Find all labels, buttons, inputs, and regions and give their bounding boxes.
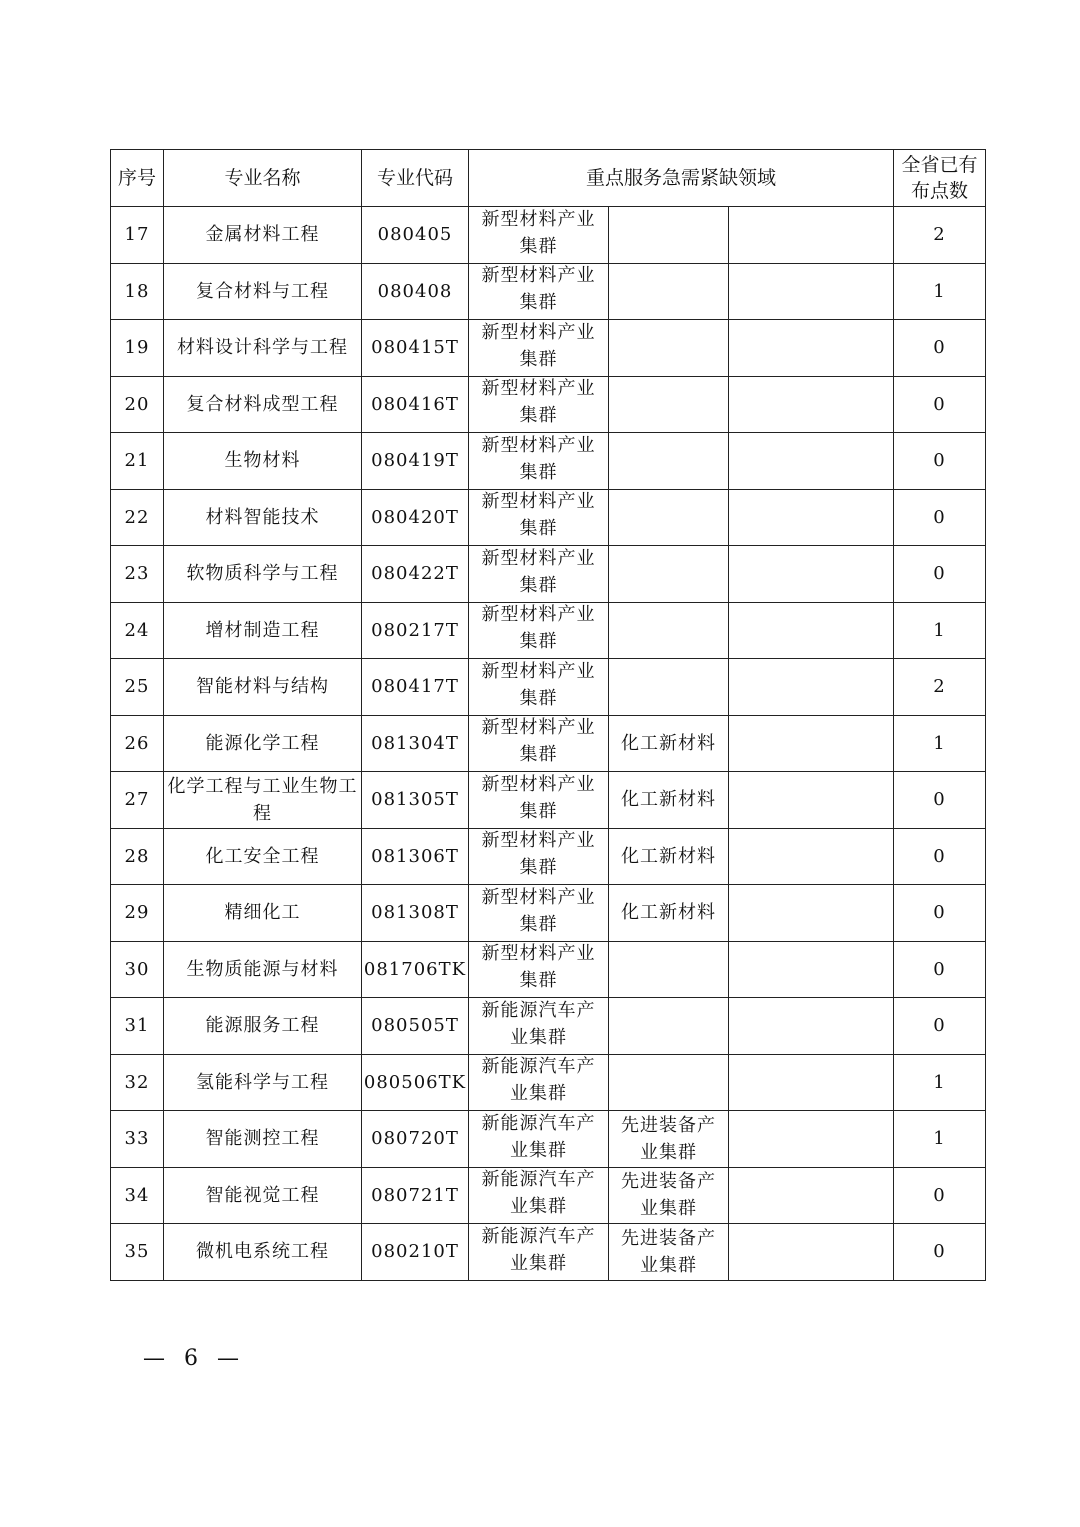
row-field-primary (469, 828, 609, 885)
row-field-primary-text: 新型材料产业集群 (481, 321, 596, 370)
row-field-primary-text: 新型材料产业集群 (481, 434, 596, 483)
row-num (111, 1167, 164, 1224)
row-num (111, 998, 164, 1055)
row-count (894, 320, 986, 377)
table-row (111, 1111, 986, 1168)
row-code (362, 602, 469, 659)
row-field-secondary (609, 715, 729, 772)
row-name (164, 1167, 362, 1224)
row-name (164, 546, 362, 603)
row-name (164, 885, 362, 942)
row-name (164, 828, 362, 885)
row-code (362, 376, 469, 433)
row-count-text: 1 (933, 280, 946, 302)
row-name-text: 微机电系统工程 (196, 1241, 329, 1263)
row-field-primary-text: 新型材料产业集群 (481, 547, 596, 596)
row-field-primary-text: 新型材料产业集群 (481, 491, 596, 540)
row-count-text: 0 (933, 337, 946, 359)
row-field-tertiary (729, 320, 894, 377)
row-field-primary (469, 1054, 609, 1111)
row-code-text: 080422T (371, 563, 459, 585)
row-name (164, 320, 362, 377)
row-num-text: 32 (124, 1071, 150, 1093)
row-count-text: 0 (933, 845, 946, 867)
row-name (164, 207, 362, 264)
row-num (111, 1111, 164, 1168)
row-num-text: 31 (124, 1015, 150, 1037)
row-field-secondary (609, 659, 729, 716)
row-code (362, 1054, 469, 1111)
row-name-text: 化工安全工程 (205, 845, 320, 867)
row-field-secondary (609, 1167, 729, 1224)
row-num (111, 489, 164, 546)
row-num (111, 941, 164, 998)
table-body (111, 207, 986, 1281)
row-code-text: 080417T (371, 676, 459, 698)
row-field-secondary-text: 先进装备产业集群 (621, 1114, 716, 1163)
row-field-primary-text: 新型材料产业集群 (481, 830, 596, 879)
row-num (111, 659, 164, 716)
row-name (164, 998, 362, 1055)
row-field-tertiary (729, 602, 894, 659)
row-field-primary (469, 715, 609, 772)
row-code (362, 1167, 469, 1224)
row-field-tertiary (729, 772, 894, 829)
page-number: — 6 — (143, 1346, 245, 1371)
row-field-primary-text: 新型材料产业集群 (481, 604, 596, 653)
row-field-primary-text: 新型材料产业集群 (481, 886, 596, 935)
row-count (894, 1054, 986, 1111)
row-num-text: 34 (124, 1184, 150, 1206)
row-field-tertiary (729, 433, 894, 490)
row-field-secondary (609, 489, 729, 546)
row-count (894, 602, 986, 659)
row-num-text: 23 (124, 563, 150, 585)
row-count (894, 828, 986, 885)
row-field-primary (469, 1224, 609, 1281)
table-row (111, 546, 986, 603)
row-count (894, 659, 986, 716)
row-field-secondary (609, 320, 729, 377)
row-field-primary (469, 546, 609, 603)
row-count-text: 0 (933, 1015, 946, 1037)
row-code (362, 263, 469, 320)
row-count (894, 772, 986, 829)
row-field-secondary-text: 化工新材料 (621, 902, 716, 924)
row-num (111, 715, 164, 772)
row-code (362, 941, 469, 998)
row-name (164, 1224, 362, 1281)
row-code (362, 433, 469, 490)
row-code-text: 080415T (371, 337, 459, 359)
row-count-text: 0 (933, 902, 946, 924)
row-field-secondary (609, 433, 729, 490)
row-field-primary-text: 新能源汽车产业集群 (481, 1169, 596, 1218)
row-code-text: 080505T (371, 1015, 459, 1037)
row-field-secondary-text: 先进装备产业集群 (621, 1227, 716, 1276)
row-num-text: 26 (124, 732, 150, 754)
row-field-secondary (609, 376, 729, 433)
row-field-primary (469, 941, 609, 998)
row-field-secondary-text: 先进装备产业集群 (621, 1171, 716, 1220)
row-name (164, 489, 362, 546)
row-num (111, 376, 164, 433)
row-count (894, 1224, 986, 1281)
row-count-text: 1 (933, 619, 946, 641)
row-num-text: 28 (124, 845, 150, 867)
row-field-secondary-text: 化工新材料 (621, 789, 716, 811)
row-code-text: 081706TK (363, 958, 467, 980)
row-count (894, 885, 986, 942)
row-field-primary (469, 489, 609, 546)
row-name-text: 复合材料成型工程 (186, 393, 339, 415)
table-row (111, 376, 986, 433)
row-count-text: 0 (933, 1241, 946, 1263)
row-num-text: 29 (124, 902, 150, 924)
table-row (111, 602, 986, 659)
row-num-text: 35 (124, 1241, 150, 1263)
row-name-text: 增材制造工程 (205, 619, 320, 641)
row-field-primary (469, 998, 609, 1055)
row-field-secondary (609, 546, 729, 603)
row-name-text: 氢能科学与工程 (196, 1071, 329, 1093)
table-row (111, 489, 986, 546)
row-code-text: 081304T (371, 732, 459, 754)
table-row (111, 828, 986, 885)
row-field-primary (469, 207, 609, 264)
row-name-text: 能源服务工程 (205, 1015, 320, 1037)
row-field-tertiary (729, 376, 894, 433)
row-count (894, 1111, 986, 1168)
row-code-text: 081305T (371, 789, 459, 811)
row-name (164, 602, 362, 659)
row-code-text: 080720T (371, 1128, 459, 1150)
row-field-secondary (609, 263, 729, 320)
header-count (894, 150, 986, 207)
row-num (111, 263, 164, 320)
row-name-text: 生物质能源与材料 (186, 958, 339, 980)
row-code (362, 207, 469, 264)
row-count-text: 0 (933, 789, 946, 811)
row-code (362, 320, 469, 377)
row-field-tertiary (729, 263, 894, 320)
row-num (111, 433, 164, 490)
row-field-primary-text: 新型材料产业集群 (481, 660, 596, 709)
row-num-text: 33 (124, 1128, 150, 1150)
row-count (894, 998, 986, 1055)
row-name-text: 复合材料与工程 (196, 280, 329, 302)
row-field-secondary (609, 602, 729, 659)
header-name: 专业名称 (164, 150, 362, 207)
row-count-text: 2 (933, 224, 946, 246)
table-row (111, 885, 986, 942)
row-field-tertiary (729, 715, 894, 772)
row-field-tertiary (729, 489, 894, 546)
row-num (111, 602, 164, 659)
row-field-primary (469, 602, 609, 659)
row-field-primary (469, 885, 609, 942)
row-count-text: 0 (933, 393, 946, 415)
row-num-text: 21 (124, 450, 150, 472)
row-code-text: 080419T (371, 450, 459, 472)
row-count (894, 207, 986, 264)
table-row (111, 941, 986, 998)
row-field-primary-text: 新型材料产业集群 (481, 378, 596, 427)
table-row (111, 1167, 986, 1224)
table-row (111, 772, 986, 829)
row-name (164, 659, 362, 716)
row-field-tertiary (729, 207, 894, 264)
row-name-text: 精细化工 (224, 902, 301, 924)
header-num: 序号 (111, 150, 164, 207)
table-row (111, 659, 986, 716)
row-num (111, 1224, 164, 1281)
row-field-primary-text: 新型材料产业集群 (481, 208, 596, 257)
row-name-text: 金属材料工程 (205, 224, 320, 246)
row-count (894, 489, 986, 546)
row-num (111, 546, 164, 603)
row-code-text: 080416T (371, 393, 459, 415)
row-count (894, 941, 986, 998)
row-field-primary-text: 新能源汽车产业集群 (481, 1056, 596, 1105)
row-code (362, 828, 469, 885)
row-count-text: 1 (933, 1071, 946, 1093)
row-code-text: 080420T (371, 506, 459, 528)
row-field-primary-text: 新能源汽车产业集群 (481, 999, 596, 1048)
row-num-text: 20 (124, 393, 150, 415)
row-count-text: 0 (933, 506, 946, 528)
row-num (111, 207, 164, 264)
row-count-text: 0 (933, 1184, 946, 1206)
row-name-text: 材料智能技术 (205, 506, 320, 528)
table-row (111, 1224, 986, 1281)
row-field-tertiary (729, 941, 894, 998)
row-field-secondary-text: 化工新材料 (621, 732, 716, 754)
row-count-text: 0 (933, 450, 946, 472)
row-code-text: 081308T (371, 902, 459, 924)
row-num-text: 18 (124, 280, 150, 302)
row-name (164, 772, 362, 829)
row-code-text: 080721T (371, 1184, 459, 1206)
row-field-secondary (609, 1111, 729, 1168)
row-code-text: 080217T (371, 619, 459, 641)
row-count (894, 715, 986, 772)
row-name (164, 715, 362, 772)
row-field-primary-text: 新型材料产业集群 (481, 773, 596, 822)
row-field-primary (469, 1167, 609, 1224)
row-name-text: 软物质科学与工程 (186, 563, 339, 585)
row-name-text: 智能材料与结构 (196, 676, 329, 698)
row-field-secondary (609, 828, 729, 885)
row-name (164, 1111, 362, 1168)
row-name-text: 能源化学工程 (205, 732, 320, 754)
row-code-text: 080408 (377, 280, 453, 302)
row-field-tertiary (729, 885, 894, 942)
row-code (362, 998, 469, 1055)
row-name-text: 智能视觉工程 (205, 1184, 320, 1206)
row-num (111, 885, 164, 942)
header-field: 重点服务急需紧缺领域 (469, 150, 894, 207)
row-count (894, 376, 986, 433)
row-field-secondary (609, 1054, 729, 1111)
row-field-tertiary (729, 998, 894, 1055)
row-code-text: 081306T (371, 845, 459, 867)
table-header-row (111, 150, 986, 207)
row-count (894, 263, 986, 320)
row-field-primary (469, 376, 609, 433)
row-name-text: 生物材料 (224, 450, 301, 472)
row-field-primary (469, 433, 609, 490)
row-field-primary-text: 新型材料产业集群 (481, 717, 596, 766)
row-code (362, 1111, 469, 1168)
row-field-primary (469, 659, 609, 716)
row-count-text: 2 (933, 676, 946, 698)
row-code-text: 080506TK (363, 1071, 467, 1093)
row-count (894, 546, 986, 603)
row-field-primary (469, 320, 609, 377)
row-field-secondary (609, 941, 729, 998)
row-num-text: 25 (124, 676, 150, 698)
row-name-text: 化学工程与工业生物工程 (167, 775, 358, 824)
row-field-primary (469, 1111, 609, 1168)
row-field-secondary (609, 772, 729, 829)
row-code (362, 546, 469, 603)
row-name (164, 376, 362, 433)
table-row (111, 320, 986, 377)
row-field-tertiary (729, 659, 894, 716)
row-field-secondary (609, 998, 729, 1055)
row-field-tertiary (729, 1111, 894, 1168)
header-count-label: 全省已有布点数 (901, 154, 978, 202)
row-name (164, 1054, 362, 1111)
table-row (111, 433, 986, 490)
majors-table (110, 149, 986, 1281)
row-num-text: 17 (124, 224, 150, 246)
row-field-secondary (609, 885, 729, 942)
table-row (111, 263, 986, 320)
row-num (111, 1054, 164, 1111)
row-field-secondary (609, 1224, 729, 1281)
row-count-text: 1 (933, 1128, 946, 1150)
row-num-text: 27 (124, 789, 150, 811)
row-count-text: 1 (933, 732, 946, 754)
row-num (111, 828, 164, 885)
row-code (362, 1224, 469, 1281)
row-field-tertiary (729, 1167, 894, 1224)
row-count-text: 0 (933, 958, 946, 980)
row-field-primary (469, 772, 609, 829)
row-field-primary (469, 263, 609, 320)
row-num-text: 24 (124, 619, 150, 641)
row-code (362, 715, 469, 772)
row-code (362, 659, 469, 716)
row-field-tertiary (729, 1224, 894, 1281)
row-field-tertiary (729, 546, 894, 603)
row-name (164, 941, 362, 998)
row-code (362, 885, 469, 942)
row-count (894, 433, 986, 490)
row-code (362, 772, 469, 829)
row-name (164, 263, 362, 320)
row-field-primary-text: 新能源汽车产业集群 (481, 1112, 596, 1161)
row-field-primary-text: 新型材料产业集群 (481, 265, 596, 314)
row-name-text: 智能测控工程 (205, 1128, 320, 1150)
table-row (111, 1054, 986, 1111)
row-num-text: 22 (124, 506, 150, 528)
row-name-text: 材料设计科学与工程 (177, 337, 348, 359)
row-count (894, 1167, 986, 1224)
row-field-primary-text: 新能源汽车产业集群 (481, 1225, 596, 1274)
row-num (111, 320, 164, 377)
header-code: 专业代码 (362, 150, 469, 207)
row-field-secondary (609, 207, 729, 264)
row-num-text: 30 (124, 958, 150, 980)
row-num (111, 772, 164, 829)
row-field-secondary-text: 化工新材料 (621, 845, 716, 867)
row-field-primary-text: 新型材料产业集群 (481, 943, 596, 992)
row-code-text: 080210T (371, 1241, 459, 1263)
row-field-tertiary (729, 828, 894, 885)
table-row (111, 998, 986, 1055)
table-row (111, 715, 986, 772)
row-code (362, 489, 469, 546)
row-name (164, 433, 362, 490)
table-row (111, 207, 986, 264)
row-code-text: 080405 (377, 224, 453, 246)
row-count-text: 0 (933, 563, 946, 585)
row-num-text: 19 (124, 337, 150, 359)
row-field-tertiary (729, 1054, 894, 1111)
